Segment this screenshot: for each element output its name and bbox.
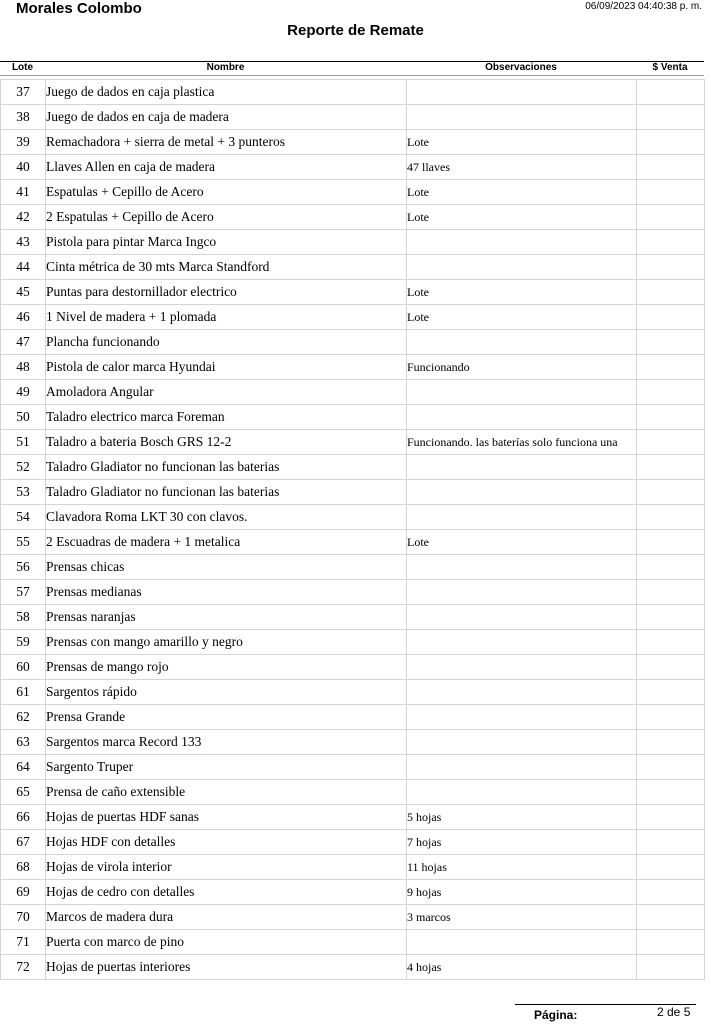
lot-observations bbox=[407, 105, 637, 130]
lot-observations bbox=[407, 680, 637, 705]
table-row bbox=[1, 730, 705, 755]
lot-number: 50 bbox=[1, 405, 46, 430]
lot-name: Pistola de calor marca Hyundai bbox=[46, 355, 407, 380]
lot-name: Cinta métrica de 30 mts Marca Standford bbox=[46, 255, 407, 280]
lot-number: 42 bbox=[1, 205, 46, 230]
lot-sale-price bbox=[637, 505, 705, 530]
lot-observations bbox=[407, 505, 637, 530]
lot-observations: Funcionando. las baterías solo funciona una bbox=[407, 430, 637, 455]
table-row bbox=[1, 130, 705, 155]
lot-sale-price bbox=[637, 105, 705, 130]
lot-name: Prensa de caño extensible bbox=[46, 780, 407, 805]
lots-table-body bbox=[1, 80, 705, 980]
lot-sale-price bbox=[637, 455, 705, 480]
lot-sale-price bbox=[637, 955, 705, 980]
lot-observations bbox=[407, 780, 637, 805]
lot-observations bbox=[407, 630, 637, 655]
lot-name: 1 Nivel de madera + 1 plomada bbox=[46, 305, 407, 330]
lot-name: Puerta con marco de pino bbox=[46, 930, 407, 955]
table-row bbox=[1, 155, 705, 180]
table-row bbox=[1, 480, 705, 505]
table-row bbox=[1, 955, 705, 980]
lot-sale-price bbox=[637, 80, 705, 105]
lot-number: 37 bbox=[1, 80, 46, 105]
lots-table bbox=[0, 79, 705, 980]
lot-sale-price bbox=[637, 230, 705, 255]
lot-observations: 7 hojas bbox=[407, 830, 637, 855]
table-row bbox=[1, 505, 705, 530]
lot-sale-price bbox=[637, 330, 705, 355]
lot-sale-price bbox=[637, 855, 705, 880]
report-title: Reporte de Remate bbox=[287, 22, 424, 39]
lot-sale-price bbox=[637, 430, 705, 455]
lot-observations bbox=[407, 405, 637, 430]
lot-sale-price bbox=[637, 905, 705, 930]
lot-number: 39 bbox=[1, 130, 46, 155]
table-row bbox=[1, 105, 705, 130]
table-row bbox=[1, 630, 705, 655]
table-row bbox=[1, 430, 705, 455]
lot-name: Sargentos marca Record 133 bbox=[46, 730, 407, 755]
lot-sale-price bbox=[637, 805, 705, 830]
col-header-observaciones: Observaciones bbox=[485, 62, 557, 73]
lot-sale-price bbox=[637, 680, 705, 705]
lot-sale-price bbox=[637, 130, 705, 155]
lot-sale-price bbox=[637, 205, 705, 230]
lot-observations: Lote bbox=[407, 530, 637, 555]
lot-number: 49 bbox=[1, 380, 46, 405]
lot-observations: 3 marcos bbox=[407, 905, 637, 930]
lot-observations bbox=[407, 930, 637, 955]
table-row bbox=[1, 305, 705, 330]
lot-name: Hojas de puertas HDF sanas bbox=[46, 805, 407, 830]
table-row bbox=[1, 230, 705, 255]
lot-name: Clavadora Roma LKT 30 con clavos. bbox=[46, 505, 407, 530]
table-row bbox=[1, 830, 705, 855]
lot-sale-price bbox=[637, 830, 705, 855]
lot-name: Hojas de virola interior bbox=[46, 855, 407, 880]
lot-sale-price bbox=[637, 530, 705, 555]
lot-sale-price bbox=[637, 480, 705, 505]
lot-number: 59 bbox=[1, 630, 46, 655]
report-timestamp: 06/09/2023 04:40:38 p. m. bbox=[585, 1, 702, 12]
lot-name: Llaves Allen en caja de madera bbox=[46, 155, 407, 180]
lot-observations: Lote bbox=[407, 280, 637, 305]
lot-name: Hojas de cedro con detalles bbox=[46, 880, 407, 905]
table-row bbox=[1, 280, 705, 305]
lot-name: Plancha funcionando bbox=[46, 330, 407, 355]
table-row bbox=[1, 355, 705, 380]
lot-sale-price bbox=[637, 880, 705, 905]
lot-number: 40 bbox=[1, 155, 46, 180]
lot-sale-price bbox=[637, 730, 705, 755]
col-header-lote: Lote bbox=[11, 62, 34, 73]
lot-number: 64 bbox=[1, 755, 46, 780]
col-header-venta: $ Venta bbox=[652, 62, 688, 73]
lot-name: Juego de dados en caja de madera bbox=[46, 105, 407, 130]
lot-number: 47 bbox=[1, 330, 46, 355]
lot-name: 2 Escuadras de madera + 1 metalica bbox=[46, 530, 407, 555]
lot-observations bbox=[407, 480, 637, 505]
lot-number: 43 bbox=[1, 230, 46, 255]
table-row bbox=[1, 555, 705, 580]
col-header-nombre: Nombre bbox=[206, 62, 245, 73]
lot-sale-price bbox=[637, 755, 705, 780]
lot-observations bbox=[407, 580, 637, 605]
lot-sale-price bbox=[637, 355, 705, 380]
lot-observations: Lote bbox=[407, 130, 637, 155]
lot-name: Taladro electrico marca Foreman bbox=[46, 405, 407, 430]
lot-number: 45 bbox=[1, 280, 46, 305]
table-row bbox=[1, 805, 705, 830]
lot-observations bbox=[407, 455, 637, 480]
table-row bbox=[1, 780, 705, 805]
table-row bbox=[1, 205, 705, 230]
page-label: Página: bbox=[534, 1008, 578, 1022]
lot-sale-price bbox=[637, 605, 705, 630]
lot-observations bbox=[407, 555, 637, 580]
lot-number: 51 bbox=[1, 430, 46, 455]
lot-number: 66 bbox=[1, 805, 46, 830]
lot-name: Hojas de puertas interiores bbox=[46, 955, 407, 980]
lot-sale-price bbox=[637, 655, 705, 680]
lot-name: Espatulas + Cepillo de Acero bbox=[46, 180, 407, 205]
lot-number: 55 bbox=[1, 530, 46, 555]
lot-observations: Lote bbox=[407, 305, 637, 330]
lot-observations bbox=[407, 380, 637, 405]
lot-sale-price bbox=[637, 380, 705, 405]
lot-number: 69 bbox=[1, 880, 46, 905]
table-row bbox=[1, 930, 705, 955]
table-row bbox=[1, 655, 705, 680]
header-bottom-rule bbox=[0, 75, 704, 76]
table-row bbox=[1, 330, 705, 355]
lot-sale-price bbox=[637, 405, 705, 430]
lot-number: 56 bbox=[1, 555, 46, 580]
lot-observations bbox=[407, 705, 637, 730]
lot-name: Prensa Grande bbox=[46, 705, 407, 730]
lot-sale-price bbox=[637, 280, 705, 305]
lot-number: 48 bbox=[1, 355, 46, 380]
table-row bbox=[1, 80, 705, 105]
lot-sale-price bbox=[637, 930, 705, 955]
lot-observations: 47 llaves bbox=[407, 155, 637, 180]
lot-number: 67 bbox=[1, 830, 46, 855]
lot-number: 41 bbox=[1, 180, 46, 205]
table-row bbox=[1, 405, 705, 430]
lot-number: 58 bbox=[1, 605, 46, 630]
lot-sale-price bbox=[637, 555, 705, 580]
lot-sale-price bbox=[637, 780, 705, 805]
lot-observations bbox=[407, 255, 637, 280]
lot-name: 2 Espatulas + Cepillo de Acero bbox=[46, 205, 407, 230]
lot-sale-price bbox=[637, 305, 705, 330]
table-row bbox=[1, 255, 705, 280]
table-row bbox=[1, 530, 705, 555]
lot-name: Taladro Gladiator no funcionan las baterias bbox=[46, 480, 407, 505]
lot-number: 72 bbox=[1, 955, 46, 980]
lot-name: Puntas para destornillador electrico bbox=[46, 280, 407, 305]
table-row bbox=[1, 880, 705, 905]
lot-number: 52 bbox=[1, 455, 46, 480]
lot-name: Prensas naranjas bbox=[46, 605, 407, 630]
lot-sale-price bbox=[637, 255, 705, 280]
lot-name: Prensas con mango amarillo y negro bbox=[46, 630, 407, 655]
table-row bbox=[1, 705, 705, 730]
lot-name: Sargentos rápido bbox=[46, 680, 407, 705]
lot-name: Prensas chicas bbox=[46, 555, 407, 580]
lot-name: Taladro Gladiator no funcionan las baterias bbox=[46, 455, 407, 480]
table-row bbox=[1, 380, 705, 405]
lot-number: 46 bbox=[1, 305, 46, 330]
lot-number: 68 bbox=[1, 855, 46, 880]
lot-name: Sargento Truper bbox=[46, 755, 407, 780]
lot-number: 61 bbox=[1, 680, 46, 705]
lot-observations bbox=[407, 230, 637, 255]
table-row bbox=[1, 580, 705, 605]
lot-number: 63 bbox=[1, 730, 46, 755]
lot-number: 44 bbox=[1, 255, 46, 280]
column-headers bbox=[0, 62, 704, 75]
lot-number: 53 bbox=[1, 480, 46, 505]
company-name: Morales Colombo bbox=[16, 0, 142, 17]
lot-number: 70 bbox=[1, 905, 46, 930]
lot-observations bbox=[407, 730, 637, 755]
lot-name: Remachadora + sierra de metal + 3 punteros bbox=[46, 130, 407, 155]
lot-sale-price bbox=[637, 155, 705, 180]
lot-observations bbox=[407, 80, 637, 105]
table-row bbox=[1, 455, 705, 480]
lot-sale-price bbox=[637, 705, 705, 730]
lot-sale-price bbox=[637, 580, 705, 605]
lot-number: 60 bbox=[1, 655, 46, 680]
lot-name: Prensas medianas bbox=[46, 580, 407, 605]
lot-observations: Lote bbox=[407, 180, 637, 205]
lot-observations bbox=[407, 655, 637, 680]
lot-number: 54 bbox=[1, 505, 46, 530]
lot-observations bbox=[407, 330, 637, 355]
lot-name: Prensas de mango rojo bbox=[46, 655, 407, 680]
lot-sale-price bbox=[637, 180, 705, 205]
lot-name: Pistola para pintar Marca Ingco bbox=[46, 230, 407, 255]
lot-observations: Lote bbox=[407, 205, 637, 230]
page-number: 2 de 5 bbox=[657, 1005, 691, 1019]
lot-name: Hojas HDF con detalles bbox=[46, 830, 407, 855]
lot-name: Marcos de madera dura bbox=[46, 905, 407, 930]
lot-name: Taladro a bateria Bosch GRS 12-2 bbox=[46, 430, 407, 455]
lot-number: 57 bbox=[1, 580, 46, 605]
lot-observations: 4 hojas bbox=[407, 955, 637, 980]
lot-name: Juego de dados en caja plastica bbox=[46, 80, 407, 105]
lot-observations: 11 hojas bbox=[407, 855, 637, 880]
table-row bbox=[1, 755, 705, 780]
table-row bbox=[1, 605, 705, 630]
lot-observations: 9 hojas bbox=[407, 880, 637, 905]
lot-number: 71 bbox=[1, 930, 46, 955]
lot-sale-price bbox=[637, 630, 705, 655]
table-row bbox=[1, 180, 705, 205]
lot-observations bbox=[407, 605, 637, 630]
lot-observations: Funcionando bbox=[407, 355, 637, 380]
lot-number: 65 bbox=[1, 780, 46, 805]
lot-number: 38 bbox=[1, 105, 46, 130]
lot-observations: 5 hojas bbox=[407, 805, 637, 830]
table-row bbox=[1, 855, 705, 880]
lot-observations bbox=[407, 755, 637, 780]
lot-name: Amoladora Angular bbox=[46, 380, 407, 405]
table-row bbox=[1, 905, 705, 930]
lot-number: 62 bbox=[1, 705, 46, 730]
table-row bbox=[1, 680, 705, 705]
